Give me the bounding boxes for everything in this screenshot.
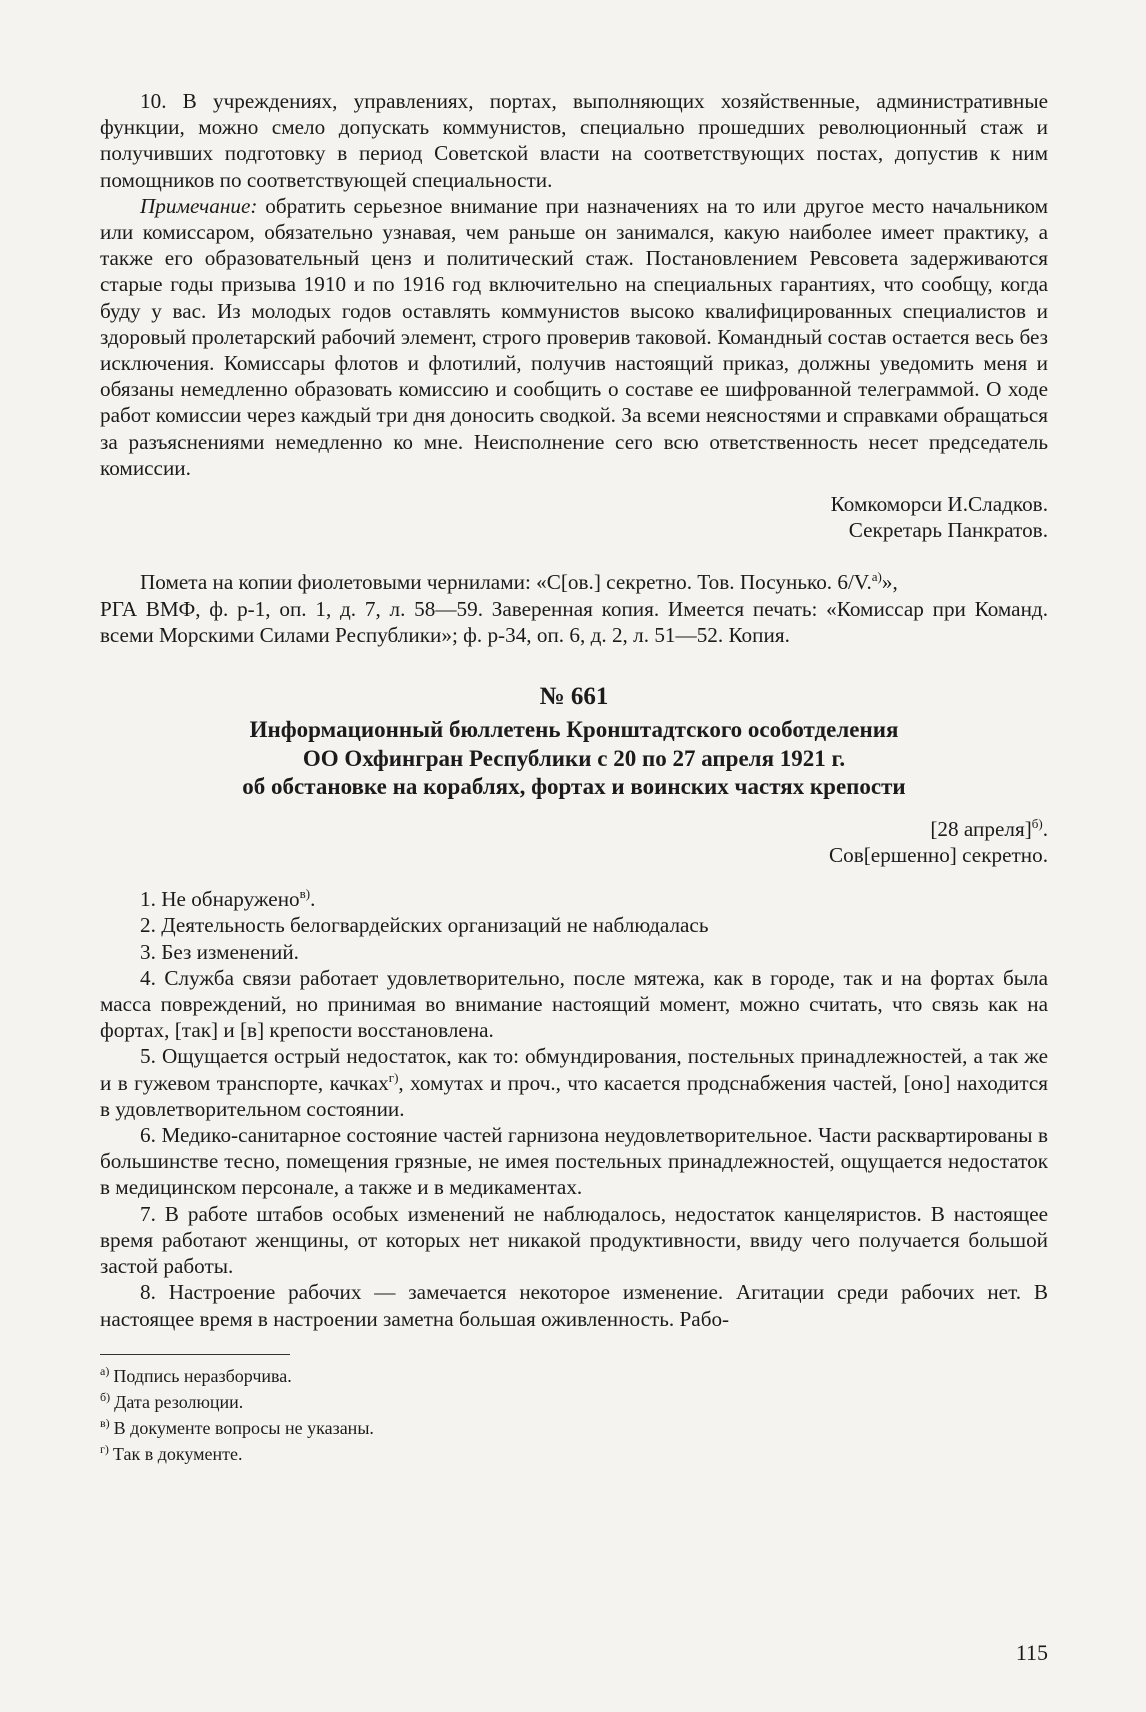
document-date [100,816,1048,842]
footnote-a-mark: а) [100,1363,110,1378]
document-title-line-1: Информационный бюллетень Кронштадтского особотделения [249,717,899,743]
footnote-g [100,1441,1048,1467]
footnote-divider [100,1354,290,1355]
footnote-a-text: Подпись неразборчива. [113,1365,292,1386]
footnote-b-mark: б) [100,1389,111,1404]
date-end: . [1042,816,1048,841]
document-title-line-2: ОО Охфингран Республики с 20 по 27 апреля 1921 г. [302,745,846,771]
footnote-b [100,1389,1048,1415]
signature-pankratov: Секретарь Панкратов. [848,518,1048,543]
footnote-ref-a: а) [871,569,882,585]
date-text: [28 апреля] [930,816,1032,841]
paragraph-10: 10. В учреждениях, управлениях, портах, выполняющих хозяйственные, административные функции, можно смело допускать коммунистов, специально прошедших революционный стаж и получивших подготовку в период Советской власти на соответствующих постах, допустив к ним помощников по соответствующей специальности. [100,89,1048,192]
footnote-g-mark: г) [100,1441,109,1456]
footnote-b-text: Дата резолюции. [114,1391,244,1412]
footnote-a [100,1363,1048,1389]
footnote-v-text: В документе вопросы не указаны. [113,1417,374,1438]
document-title-line-3: об обстановке на кораблях, фортах и воинских частях крепости [242,774,906,800]
item-1-text: 1. Не обнаружено [140,887,300,912]
secrecy-mark: Сов[ершенно] секретно. [829,843,1048,868]
item-1-end: . [310,887,316,912]
mark-end: », [881,570,898,595]
footnote-ref-v: в) [299,886,311,902]
footnotes [100,1363,1048,1467]
footnote-ref-g: г) [388,1069,399,1085]
note-text: обратить серьезное внимание при назначениях на то или другое место начальником или комиссаром, обязательно узнавая, чем раньше он занимался, какую наиболее имеет практику, а также его образовательный ценз и политический стаж. Постановлением Ревсовета задерживаются старые годы призыва 1910 и по 1916 год включительно на специальных гарантиях, что сообщу, когда буду у вас. Из молодых годов оставлять коммунистов высоко квалифицированных специалистов и здоровый пролетарский рабочий элемент, строго проверив таковой. Командный состав остается весь без исключения. Комиссары флотов и флотилий, получив настоящий приказ, должны уведомить меня и обязаны немедленно образовать комиссию и сообщить о составе ее шифрованной телеграммой. О ходе работ комиссии через каждый три дня доносить сводкой. За всеми неясностями и справками обращаться за разъяснениями немедленно ко мне. Неисполнение сего всю ответственность несет председатель комиссии. [100,193,1048,480]
item-1 [100,886,1048,912]
mark-note [100,569,1048,595]
item-3: 3. Без изменений. [140,939,299,964]
footnote-v-mark: в) [100,1415,110,1430]
item-5-text-b: , хомутах и проч., что касается продснабжения частей, [оно] находится в удовлетворительном состоянии. [100,1070,1048,1121]
item-5 [100,1043,1048,1122]
item-2: 2. Деятельность белогвардейских организаций не наблюдалась [140,913,709,938]
item-7: 7. В работе штабов особых изменений не наблюдалось, недостаток канцеляристов. В настоящее время работают женщины, от которых нет никакой продуктивности, ввиду чего получается большой застой работы. [100,1201,1048,1279]
footnote-g-text: Так в документе. [112,1443,243,1464]
page-number: 115 [1015,1640,1048,1665]
document-number: № 661 [539,683,609,711]
archive-reference: РГА ВМФ, ф. р-1, оп. 1, д. 7, л. 58—59. Заверенная копия. Имеется печать: «Комиссар при Команд. всеми Морскими Силами Республики»; ф. р-34, оп. 6, д. 2, л. 51—52. Копия. [100,596,1048,647]
signature-sladkov: Комкоморси И.Сладков. [830,492,1048,517]
item-8: 8. Настроение рабочих — замечается некоторое изменение. Агитации среди рабочих нет. В настоящее время в настроении заметна большая оживленность. Рабо- [100,1280,1048,1331]
item-5-text-a: 5. Ощущается острый недостаток, как то: обмундирования, постельных принадлежностей, а так же и в гужевом транспорте, качках [100,1044,1048,1095]
item-4: 4. Служба связи работает удовлетворительно, после мятежа, как в городе, так и на фортах была масса повреждений, но принимая во внимание настоящий момент, можно считать, что связь как на фортах, [так] и [в] крепости восстановлена. [100,965,1048,1043]
page-body [100,88,1048,1467]
item-6: 6. Медико-санитарное состояние частей гарнизона неудовлетворительное. Части расквартированы в большинстве тесно, помещения грязные, не имея постельных принадлежностей, ощущается недостаток в медицинском персонале, а также и в медикаментах. [100,1123,1048,1200]
mark-text: Помета на копии фиолетовыми чернилами: «С[ов.] секретно. Тов. Посунько. 6/V. [140,570,872,595]
footnote-ref-b: б) [1031,815,1043,831]
footnote-v [100,1415,1048,1441]
note-paragraph [100,193,1048,481]
note-label: Примечание: [140,193,258,218]
